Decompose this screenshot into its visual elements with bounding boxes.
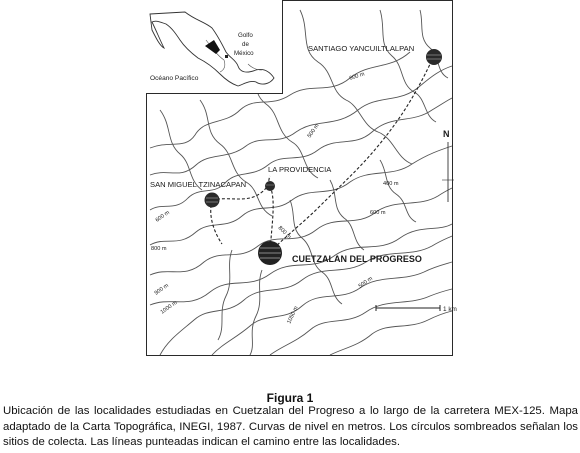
ocean-label: Océano Pacífico	[150, 75, 199, 82]
contour-label: 600 m	[370, 210, 386, 216]
contour-label: 800 m	[151, 246, 167, 252]
marker-la-providencia	[265, 181, 275, 191]
north-arrow	[442, 129, 454, 202]
contour-label: 900 m	[153, 282, 170, 297]
contour-label: 600 m	[348, 71, 366, 82]
contour-label: 500 m	[357, 275, 374, 290]
gulf-label-line2: de	[242, 41, 249, 48]
label-la-providencia: LA PROVIDENCIA	[268, 165, 332, 174]
gulf-label-line1: Golfo	[238, 32, 253, 39]
north-label: N	[443, 129, 450, 139]
label-san-miguel-tzinacapan: SAN MIGUEL TZINACAPAN	[150, 180, 247, 189]
label-santiago-yancuiltlalpan: SANTIAGO YANCUILTLALPAN	[308, 44, 415, 53]
figure-title: Figura 1	[266, 391, 314, 405]
label-cuetzalan-del-progreso: CUETZALAN DEL PROGRESO	[292, 254, 422, 264]
contour-label: 500 m	[306, 122, 321, 140]
contour-label: 800 m	[276, 225, 292, 241]
marker-san-miguel-tzinacapan	[205, 193, 220, 208]
marker-cuetzalan-del-progreso	[258, 241, 282, 265]
figure-caption: Ubicación de las localidades estudiadas en Cuetzalan del Progreso a lo largo de la carretera MEX-125. Mapa adaptado de la Carta Topográfica, INEGI, 1987. Curvas de nivel en metros. Los círculos sombreados señalan los sitios de colecta. Las líneas punteadas indican el camino entre las localidades.	[3, 405, 578, 449]
contour-label: 1000 m	[159, 300, 179, 316]
scale-label: 1 km	[443, 306, 457, 313]
contour-label: 400 m	[383, 181, 399, 187]
contour-label: 1050 m	[286, 305, 300, 325]
scale-bar	[376, 305, 457, 313]
contour-label: 600 m	[154, 209, 171, 224]
mexico-inset-map	[0, 0, 580, 100]
gulf-label-line3: México	[234, 50, 254, 57]
